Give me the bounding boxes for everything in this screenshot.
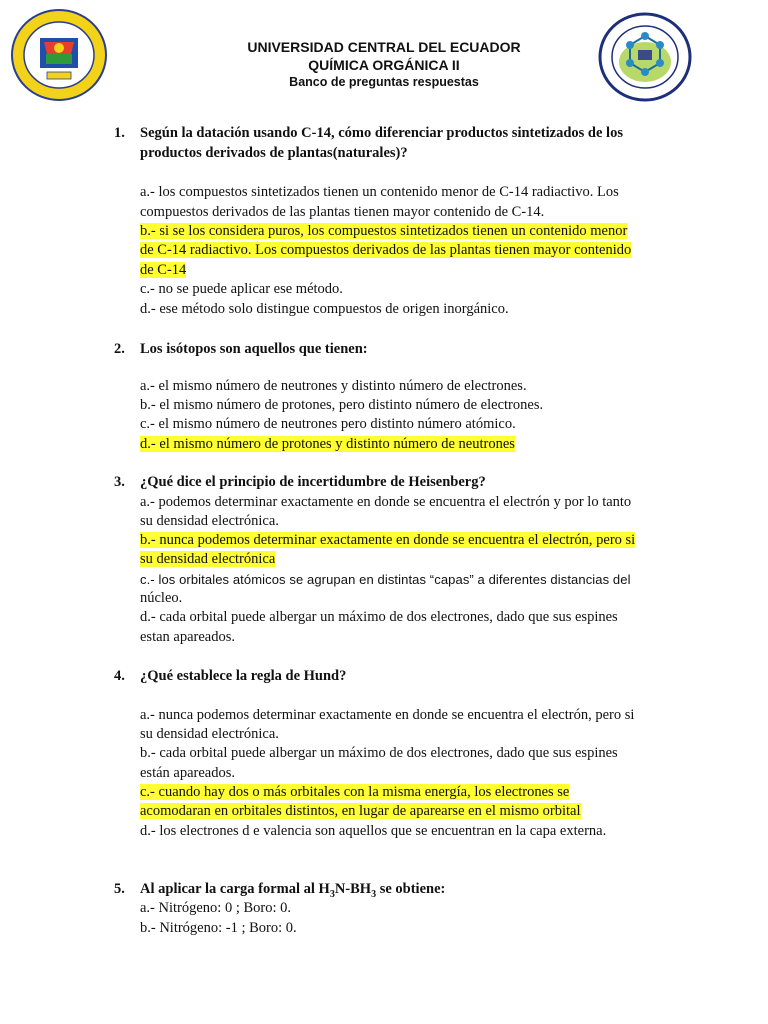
option-b-cont: su densidad electrónica (140, 551, 276, 567)
question-text-line: productos derivados de plantas(naturales)? (140, 145, 408, 161)
question-text-line: Según la datación usando C-14, cómo diferenciar productos sintetizados de los (140, 125, 623, 141)
option-b-cont: de C-14 (140, 262, 187, 278)
question-text-line: ¿Qué establece la regla de Hund? (140, 668, 347, 684)
question-text-line: Los isótopos son aquellos que tienen: (140, 341, 368, 357)
option-b: b.- Nitrógeno: -1 ; Boro: 0. (140, 920, 297, 936)
option-c-cont: núcleo. (140, 590, 183, 606)
option-b-cont: están apareados. (140, 765, 236, 781)
university-seal-logo (10, 8, 108, 102)
option-c: c.- el mismo número de neutrones pero distinto número atómico. (140, 416, 516, 432)
option-b-correct: b.- nunca podemos determinar exactamente en donde se encuentra el electrón, pero si (140, 532, 636, 548)
option-a-cont: su densidad electrónica. (140, 726, 279, 742)
document-header (0, 0, 768, 110)
option-b-correct: b.- si se los considera puros, los compuestos sintetizados tienen un contenido menor (140, 223, 628, 239)
option-c: c.- no se puede aplicar ese método. (140, 281, 343, 297)
university-name: UNIVERSIDAD CENTRAL DEL ECUADOR (247, 39, 521, 55)
question-number: 4. (114, 668, 125, 684)
option-d-cont: estan apareados. (140, 629, 236, 645)
question-number: 1. (114, 125, 125, 141)
option-b: b.- el mismo número de protones, pero distinto número de electrones. (140, 397, 544, 413)
option-c-correct: c.- cuando hay dos o más orbitales con la misma energía, los electrones se (140, 784, 570, 800)
option-a: a.- nunca podemos determinar exactamente en donde se encuentra el electrón, pero si (140, 707, 635, 723)
option-d: d.- los electrones d e valencia son aquellos que se encuentran en la capa externa. (140, 823, 607, 839)
faculty-seal-logo (598, 12, 692, 102)
option-c-cont: acomodaran en orbitales distintos, en lugar de aparearse en el mismo orbital (140, 803, 581, 819)
option-d: d.- ese método solo distingue compuestos de origen inorgánico. (140, 301, 509, 317)
question-number: 3. (114, 474, 125, 490)
option-b: b.- cada orbital puede albergar un máximo de dos electrones, dado que sus espines (140, 745, 618, 761)
option-a-cont: compuestos derivados de las plantas tienen mayor contenido de C-14. (140, 204, 545, 220)
option-d: d.- cada orbital puede albergar un máximo de dos electrones, dado que sus espines (140, 609, 618, 625)
option-a-cont: su densidad electrónica. (140, 513, 279, 529)
question-number: 2. (114, 341, 125, 357)
header-titles (190, 38, 578, 91)
option-b-cont: de C-14 radiactivo. Los compuestos derivados de las plantas tienen mayor contenido (140, 242, 632, 258)
question-text-line: Al aplicar la carga formal al $H_3N-BH_3$ se obtiene: (140, 881, 446, 900)
option-a: a.- el mismo número de neutrones y distinto número de electrones. (140, 378, 527, 394)
option-a: a.- los compuestos sintetizados tienen un contenido menor de C-14 radiactivo. Los (140, 184, 619, 200)
question-text-line: ¿Qué dice el principio de incertidumbre de Heisenberg? (140, 474, 486, 490)
option-d-correct: d.- el mismo número de protones y distinto número de neutrones (140, 436, 515, 452)
question-number: 5. (114, 881, 125, 897)
option-a: a.- Nitrógeno: 0 ; Boro: 0. (140, 900, 292, 916)
option-a: a.- podemos determinar exactamente en donde se encuentra el electrón y por lo tanto (140, 494, 632, 510)
option-c: c.- los orbitales atómicos se agrupan en distintas “capas” a diferentes distancias del (140, 572, 631, 587)
document-subtitle: Banco de preguntas respuestas (289, 75, 479, 89)
course-name: QUÍMICA ORGÁNICA II (308, 57, 460, 73)
